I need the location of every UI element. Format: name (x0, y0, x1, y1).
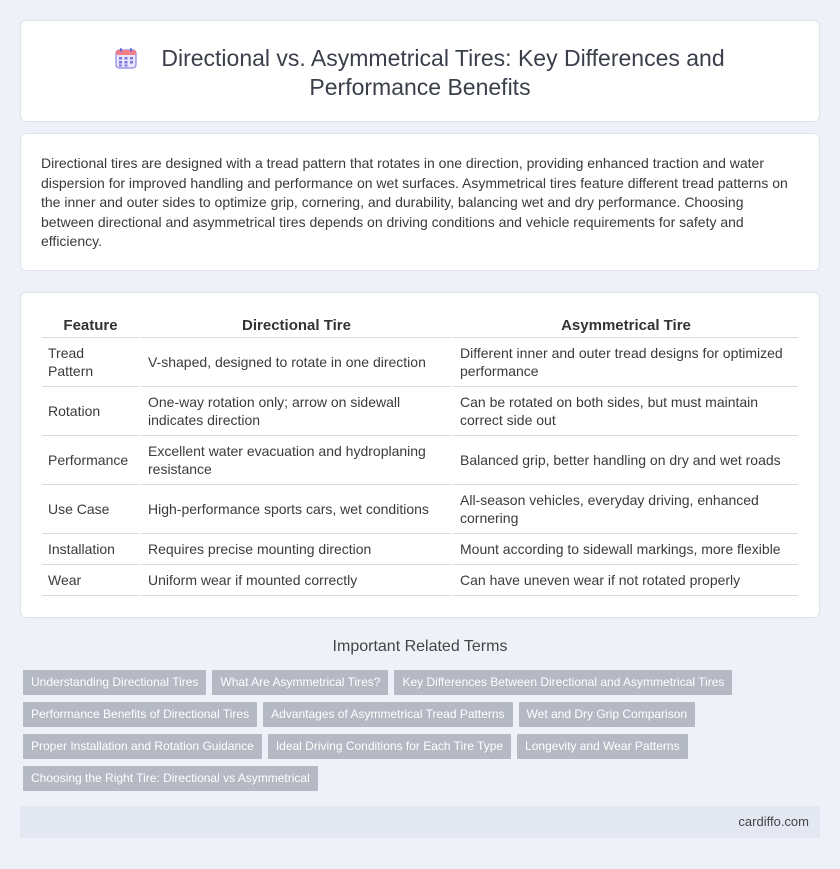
table-header-row (42, 315, 798, 338)
footer (20, 806, 820, 838)
header-directional: Directional Tire (139, 315, 451, 338)
cell-feature: Rotation (42, 387, 139, 436)
table-row (42, 565, 798, 596)
table-row (42, 338, 798, 387)
cell-feature: Performance (42, 436, 139, 485)
cell-asymmetrical: Can have uneven wear if not rotated properly (451, 565, 798, 596)
related-terms-list (23, 670, 783, 798)
table-row (42, 436, 798, 485)
related-terms-heading: Important Related Terms (332, 638, 508, 655)
calendar-icon (115, 47, 137, 69)
cell-directional: High-performance sports cars, wet conditions (139, 485, 451, 534)
related-term-tag[interactable]: What Are Asymmetrical Tires? (212, 670, 388, 695)
table-row (42, 485, 798, 534)
related-term-tag[interactable]: Performance Benefits of Directional Tires (23, 702, 257, 727)
related-term-tag[interactable]: Wet and Dry Grip Comparison (519, 702, 696, 727)
title-line-2: Performance Benefits (309, 74, 531, 100)
title-line-1: Directional vs. Asymmetrical Tires: Key Differences and (161, 45, 725, 71)
related-term-tag[interactable]: Longevity and Wear Patterns (517, 734, 688, 759)
page-title (21, 44, 819, 102)
related-term-tag[interactable]: Key Differences Between Directional and Asymmetrical Tires (394, 670, 732, 695)
cell-directional: Excellent water evacuation and hydroplaning resistance (139, 436, 451, 485)
comparison-table (42, 315, 798, 596)
related-term-tag[interactable]: Choosing the Right Tire: Directional vs Asymmetrical (23, 766, 318, 791)
header-asymmetrical: Asymmetrical Tire (451, 315, 798, 338)
cell-directional: Uniform wear if mounted correctly (139, 565, 451, 596)
title-card (20, 20, 820, 122)
cell-directional: V-shaped, designed to rotate in one direction (139, 338, 451, 387)
related-term-tag[interactable]: Advantages of Asymmetrical Tread Patterns (263, 702, 512, 727)
cell-asymmetrical: Balanced grip, better handling on dry and wet roads (451, 436, 798, 485)
intro-paragraph: Directional tires are designed with a tread pattern that rotates in one direction, providing enhanced traction and water dispersion for improved handling and performance on wet surfaces. Asymmetrical tires feature different tread patterns on the inner and outer sides to optimize grip, cornering, and durability, balancing wet and dry performance. Choosing between directional and asymmetrical tires depends on driving conditions and vehicle requirements for safety and efficiency. (41, 155, 788, 249)
cell-asymmetrical: Mount according to sidewall markings, more flexible (451, 534, 798, 565)
header-feature: Feature (42, 315, 139, 338)
cell-asymmetrical: All-season vehicles, everyday driving, enhanced cornering (451, 485, 798, 534)
cell-feature: Tread Pattern (42, 338, 139, 387)
comparison-table-card (20, 292, 820, 618)
related-term-tag[interactable]: Ideal Driving Conditions for Each Tire Type (268, 734, 511, 759)
cell-directional: One-way rotation only; arrow on sidewall indicates direction (139, 387, 451, 436)
related-term-tag[interactable]: Understanding Directional Tires (23, 670, 206, 695)
cell-feature: Use Case (42, 485, 139, 534)
cell-asymmetrical: Can be rotated on both sides, but must maintain correct side out (451, 387, 798, 436)
table-row (42, 534, 798, 565)
table-row (42, 387, 798, 436)
cell-feature: Wear (42, 565, 139, 596)
cell-feature: Installation (42, 534, 139, 565)
intro-card (20, 133, 820, 271)
related-term-tag[interactable]: Proper Installation and Rotation Guidance (23, 734, 262, 759)
cell-asymmetrical: Different inner and outer tread designs for optimized performance (451, 338, 798, 387)
cell-directional: Requires precise mounting direction (139, 534, 451, 565)
footer-site-link[interactable]: cardiffo.com (738, 814, 809, 829)
